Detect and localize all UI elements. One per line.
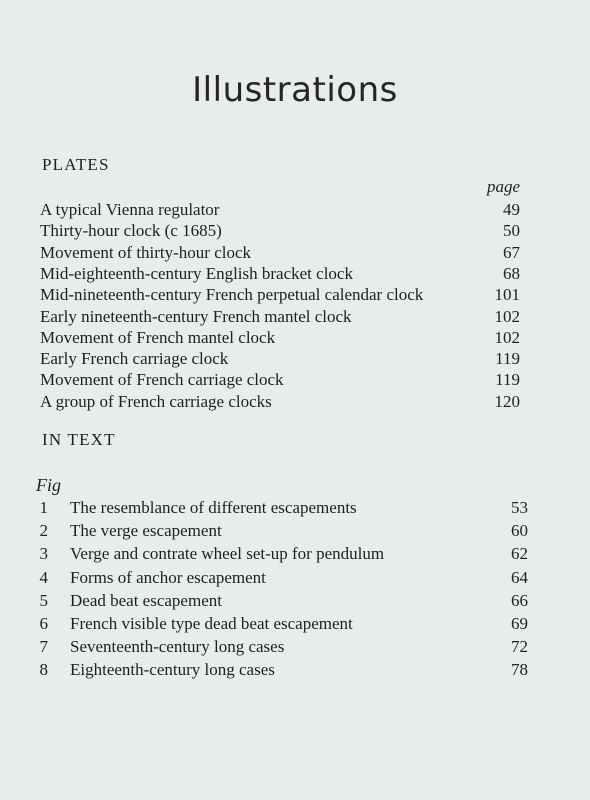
- figure-page-number: 72: [511, 637, 528, 657]
- figure-entry: [0, 636, 590, 658]
- plate-page-number: 50: [503, 221, 520, 241]
- figure-title: French visible type dead beat escapement: [70, 614, 353, 633]
- in-text-heading: IN TEXT: [42, 430, 116, 449]
- figure-number: 1: [39, 498, 48, 517]
- figure-page-number: 64: [511, 567, 528, 587]
- plate-page-number: 68: [503, 263, 520, 283]
- figure-entry: [0, 590, 590, 612]
- figure-title: The resemblance of different escapements: [70, 498, 357, 517]
- figure-page-number: 66: [511, 590, 528, 610]
- plate-entry: [0, 199, 590, 221]
- figure-page-number: 69: [511, 614, 528, 633]
- plate-entry: [0, 369, 590, 391]
- figure-title: Seventeenth-century long cases: [70, 637, 285, 657]
- figure-entry: [0, 543, 590, 565]
- plate-title: Movement of thirty-hour clock: [40, 242, 252, 262]
- plate-title: Thirty-hour clock (c 1685): [40, 221, 222, 241]
- figure-number: 5: [39, 590, 48, 610]
- page-column-header: page: [486, 177, 520, 196]
- figure-title: Verge and contrate wheel set-up for pendulum: [70, 544, 385, 564]
- plate-title: Early nineteenth-century French mantel clock: [40, 306, 352, 326]
- plate-title: Mid-nineteenth-century French perpetual calendar clock: [40, 285, 424, 305]
- figure-page-number: 53: [511, 498, 528, 517]
- figure-entry: [0, 659, 590, 681]
- figure-page-number: 62: [511, 544, 528, 564]
- figure-entry: [0, 613, 590, 635]
- figure-page-number: 60: [511, 521, 528, 541]
- figure-entry: [0, 520, 590, 542]
- plate-title: Movement of French mantel clock: [40, 327, 276, 347]
- figure-number: 6: [39, 614, 48, 633]
- figure-number: 4: [39, 567, 48, 587]
- plate-entry: [0, 348, 590, 370]
- figure-title: Forms of anchor escapement: [70, 567, 266, 587]
- plate-page-number: 102: [494, 306, 520, 326]
- figure-title: The verge escapement: [70, 521, 222, 541]
- figure-title: Dead beat escapement: [70, 590, 222, 610]
- plate-entry: [0, 327, 590, 349]
- plate-entry: [0, 220, 590, 242]
- page-title: Illustrations: [192, 70, 398, 110]
- plate-page-number: 101: [494, 285, 520, 305]
- plate-page-number: 49: [503, 200, 520, 219]
- plates-heading: PLATES: [42, 155, 110, 174]
- plate-entry: [0, 306, 590, 328]
- plate-entry: [0, 263, 590, 285]
- figure-entry: [0, 497, 590, 519]
- figure-number: 8: [39, 660, 48, 680]
- figure-number: 7: [39, 637, 48, 657]
- plate-title: Mid-eighteenth-century English bracket clock: [40, 263, 353, 283]
- figure-number: 2: [39, 521, 48, 541]
- figure-page-number: 78: [511, 660, 528, 680]
- plate-entry: [0, 391, 590, 413]
- plate-page-number: 102: [494, 327, 520, 347]
- plate-page-number: 119: [495, 349, 520, 369]
- plate-title: Movement of French carriage clock: [40, 370, 284, 390]
- plate-page-number: 120: [494, 391, 520, 411]
- plate-entry: [0, 242, 590, 264]
- fig-column-header: Fig: [36, 475, 61, 495]
- figure-number: 3: [39, 544, 48, 564]
- plate-title: A typical Vienna regulator: [40, 200, 220, 219]
- plate-entry: [0, 284, 590, 306]
- plate-title: Early French carriage clock: [40, 349, 229, 369]
- plate-page-number: 67: [503, 242, 520, 262]
- figure-entry: [0, 567, 590, 589]
- plate-title: A group of French carriage clocks: [40, 391, 272, 411]
- figure-title: Eighteenth-century long cases: [70, 660, 275, 680]
- plate-page-number: 119: [495, 370, 520, 390]
